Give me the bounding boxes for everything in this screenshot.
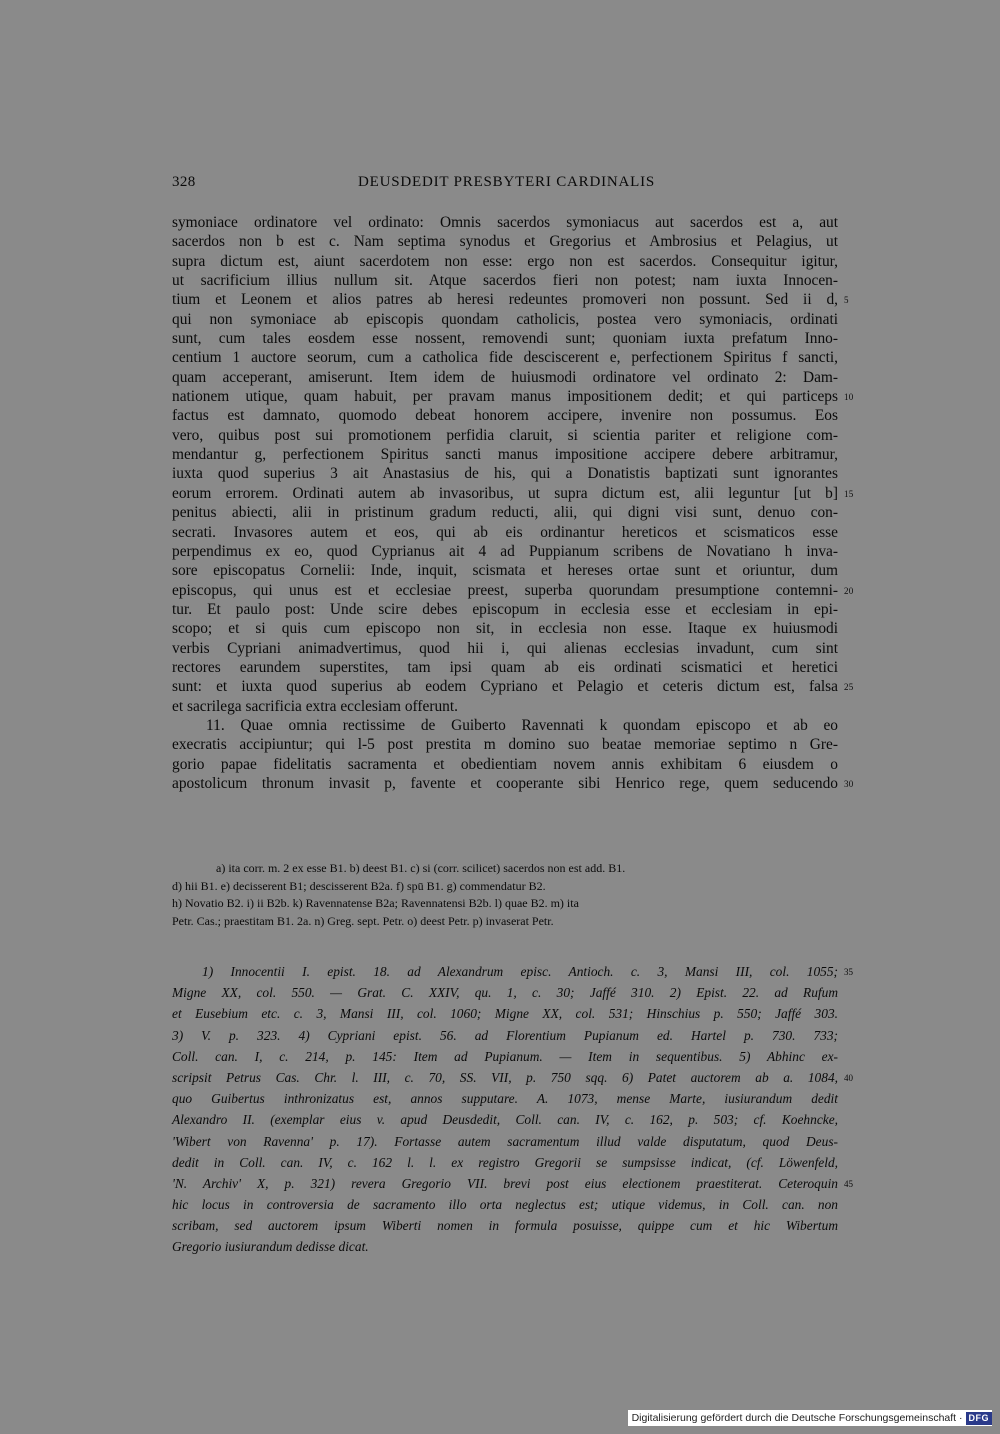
note-line <box>172 1173 853 1194</box>
source-notes <box>172 961 853 1258</box>
text-line <box>172 774 854 793</box>
text-line-content: centium 1 auctore seorum, cum a catholica fide desciscerent e, perfectionem Spiritus f sancti, <box>172 349 838 367</box>
note-line-content: 'N. Archiv' X, p. 321) revera Gregorio VII. brevi post eius electionem praestiterat. Ceteroquin <box>172 1175 838 1191</box>
note-line-content: dedit in Coll. can. IV, c. 162 l. l. ex registro Gregorii se sumpsisse indicat, (cf. Löwenfeld, <box>172 1154 838 1170</box>
text-line-content: perpendimus ex eo, quod Cyprianus ait 4 ad Puppianum scribens de Novatiano h inva- <box>172 542 838 560</box>
text-line-content: execratis accipiuntur; qui l-5 post prestita m domino suo beatae memoriae septimo n Gre- <box>172 736 838 754</box>
note-line <box>172 1003 838 1024</box>
text-line-content: mendantur g, perfectionem Spiritus sancti manus impositione accipere debere arbitramur, <box>172 446 838 464</box>
text-line <box>172 581 854 600</box>
note-line-content: Coll. can. I, c. 214, p. 145: Item ad Pupianum. — Item in sequentibus. 5) Abhinc ex- <box>172 1048 838 1064</box>
text-line <box>172 561 838 580</box>
line-number: 15 <box>844 488 854 499</box>
text-line <box>172 523 838 542</box>
line-number: 40 <box>844 1072 853 1083</box>
note-line-content: quo Guibertus inthronizatus est, annos supputare. A. 1073, mense Marte, iusiurandum dedit <box>172 1091 838 1107</box>
text-line-content: tur. Et paulo post: Unde scire debes episcopum in ecclesia esse et ecclesiam in epi- <box>172 600 838 618</box>
note-line <box>172 982 838 1003</box>
note-line <box>172 1194 838 1215</box>
note-line-content: Migne XX, col. 550. — Grat. C. XXIV, qu. 1, c. 30; Jaffé 310. 2) Epist. 22. ad Rufum <box>172 985 838 1001</box>
line-number: 45 <box>844 1178 853 1189</box>
note-line <box>172 1088 838 1109</box>
text-line <box>172 348 838 367</box>
page-header <box>172 174 838 196</box>
note-line-content: Alexandro II. (exemplar eius v. apud Deusdedit, Coll. can. IV, c. 162, p. 503; cf. Koehncke, <box>172 1112 838 1128</box>
note-line-content: scripsit Petrus Cas. Chr. l. III, c. 70, SS. VII, p. 750 sqq. 6) Patet auctorem ab a. 1084, <box>172 1069 838 1085</box>
line-number: 25 <box>844 682 854 693</box>
text-line <box>172 639 838 658</box>
text-line-content: quam acceperant, amiserunt. Item idem de huiusmodi ordinatore vel ordinato 2: Dam- <box>172 368 838 386</box>
text-line <box>172 619 838 638</box>
text-line-content: secrati. Invasores autem et eos, qui ab eis ordinantur hereticos et scismaticos esse <box>172 523 838 541</box>
note-line <box>172 961 853 982</box>
apparatus-line: h) Novatio B2. i) ii B2b. k) Ravennatense B2a; Ravennatensi B2b. l) quae B2. m) ita <box>172 896 579 911</box>
text-line-content: vero, quibus post sui promotionem perfidia claruit, si scientia pariter et religione com- <box>172 426 838 444</box>
text-line <box>172 290 849 309</box>
text-line-content: eorum errorem. Ordinati autem ab invasoribus, ut supra dictum est, alii leguntur [ut b] <box>172 484 838 502</box>
text-line-content: supra dictum est, aiunt sacerdotem non esse: ergo non est sacerdos. Consequitur igitur, <box>172 252 838 270</box>
text-line <box>172 368 838 387</box>
note-line <box>172 1109 838 1130</box>
line-number: 5 <box>844 295 849 306</box>
note-line-content: scribam, sed auctorem ipsum Wiberti nomen in formula posuisse, quippe cum et hic Wibertum <box>172 1218 838 1234</box>
dfg-logo: DFG <box>966 1412 993 1425</box>
text-line-content: sunt: et iuxta quod superius ab eodem Cypriano et Pelagio et ceteris dictum est, falsa <box>172 678 838 696</box>
text-line-content: symoniace ordinatore vel ordinato: Omnis sacerdos symoniacus aut sacerdos est a, aut <box>172 214 838 231</box>
note-line <box>172 1046 838 1067</box>
text-line-content: sunt, cum tales eosdem esse nossent, removendi sunt; quoniam iuxta prefatum Inno- <box>172 330 838 348</box>
critical-apparatus <box>172 860 838 930</box>
text-line-content: sore episcopatus Cornelii: Inde, inquit, scismata et hereses ortae sunt et oriuntur, dum <box>172 562 838 580</box>
note-line <box>172 1236 838 1257</box>
note-line-content: 3) V. p. 323. 4) Cypriani epist. 56. ad Florentium Pupianum ed. Hartel p. 730. 733; <box>172 1027 838 1043</box>
text-line <box>172 658 838 677</box>
line-number: 20 <box>844 585 854 596</box>
text-line-content: qui non symoniace ab episcopis quondam catholicis, postea vero symoniacis, ordinati <box>172 310 838 328</box>
note-line <box>172 1067 853 1088</box>
text-line-content: nationem utique, quam habuit, per pravam manus impositionem dedit; et qui particeps <box>172 388 838 406</box>
text-line <box>172 426 838 445</box>
note-line <box>172 1131 838 1152</box>
text-line-content: ut sacrificium illius nullum sit. Atque sacerdos fieri non potest; nam iuxta Innocen- <box>172 272 838 290</box>
text-line <box>172 232 838 251</box>
text-line <box>172 387 854 406</box>
text-line <box>172 484 854 503</box>
text-line-content: iuxta quod superius 3 ait Anastasius de his, qui a Donatistis baptizati sunt ignorantes <box>172 465 838 483</box>
text-line <box>172 329 838 348</box>
text-line <box>172 464 838 483</box>
text-line-content: et sacrilega sacrificia extra ecclesiam offerunt. <box>172 697 458 715</box>
text-line <box>172 755 838 774</box>
text-line-content: 11. Quae omnia rectissime de Guiberto Ravennati k quondam episcopo et ab eo <box>206 716 838 734</box>
text-line <box>172 697 838 716</box>
text-line-content: tium et Leonem et alios patres ab heresi redeuntes promoveri non possunt. Sed ii d, <box>172 291 838 309</box>
note-line <box>172 1215 838 1236</box>
line-number: 10 <box>844 392 854 403</box>
text-line-content: verbis Cypriani animadvertimus, quod hii i, qui alienas ecclesias invadunt, cum sint <box>172 639 838 657</box>
text-line-content: gorio papae fidelitatis sacramenta et obedientiam novem annis exhibitam 6 eiusdem o <box>172 755 838 773</box>
text-line <box>172 716 838 735</box>
funding-banner <box>628 1410 992 1426</box>
text-line-content: apostolicum thronum invasit p, favente et cooperante sibi Henrico rege, quem seducendo <box>172 774 838 792</box>
note-line-content: hic locus in controversia de sacramento illo orta neglectus est; utique videmus, in Coll. can. non <box>172 1197 838 1213</box>
text-line-content: rectores earundem superstites, tam ipsi quam ab eis ordinati scismatici et heretici <box>172 658 838 676</box>
text-line <box>172 677 854 696</box>
text-line-content: scopo; et si quis cum episcopo non sit, in ecclesia non esse. Itaque ex huiusmodi <box>172 620 838 638</box>
note-line <box>172 1152 838 1173</box>
apparatus-line: a) ita corr. m. 2 ex esse B1. b) deest B1. c) si (corr. scilicet) sacerdos non est add. B1. <box>216 861 626 875</box>
main-text <box>172 213 854 793</box>
text-line <box>172 252 838 271</box>
line-number: 30 <box>844 778 854 789</box>
page-number: 328 <box>172 174 196 190</box>
text-line <box>172 213 838 232</box>
text-line <box>172 445 838 464</box>
text-line <box>172 310 838 329</box>
text-line-content: episcopus, qui unus est et ecclesiae preest, superba quorundam presumptione contemni- <box>172 581 838 599</box>
apparatus-line: Petr. Cas.; praestitam B1. 2a. n) Greg. sept. Petr. o) deest Petr. p) invaserat Petr. <box>172 913 554 928</box>
text-line-content: penitus abiecti, alii in pristinum gradum reducti, alii, qui digni visi sunt, denuo con- <box>172 504 838 522</box>
running-title: DEUSDEDIT PRESBYTERI CARDINALIS <box>358 174 656 190</box>
funding-text: Digitalisierung gefördert durch die Deutsche Forschungsgemeinschaft · <box>631 1412 963 1424</box>
note-line-content: 'Wibert von Ravenna' p. 17). Fortasse autem sacramentum illud valde disputatum, quod Deus- <box>172 1133 838 1149</box>
note-line <box>172 1025 838 1046</box>
text-line <box>172 406 838 425</box>
text-line-content: factus est damnato, quomodo debeat honorem accipere, invenire non possumus. Eos <box>172 407 838 425</box>
note-line-content: et Eusebium etc. c. 3, Mansi III, col. 1060; Migne XX, col. 531; Hinschius p. 550; Jaffé 303. <box>172 1006 838 1022</box>
note-line-content: 1) Innocentii I. epist. 18. ad Alexandrum episc. Antioch. c. 3, Mansi III, col. 1055; <box>202 964 838 979</box>
note-line-content: Gregorio iusiurandum dedisse dicat. <box>172 1239 369 1255</box>
apparatus-line: d) hii B1. e) decisserent B1; descisserent B2a. f) spū B1. g) commendatur B2. <box>172 878 546 893</box>
text-line <box>172 271 838 290</box>
text-line <box>172 542 838 561</box>
line-number: 35 <box>844 967 853 977</box>
text-line <box>172 735 838 754</box>
text-line-content: sacerdos non b est c. Nam septima synodus et Gregorius et Ambrosius et Pelagius, ut <box>172 233 838 251</box>
text-line <box>172 600 838 619</box>
text-line <box>172 503 838 522</box>
